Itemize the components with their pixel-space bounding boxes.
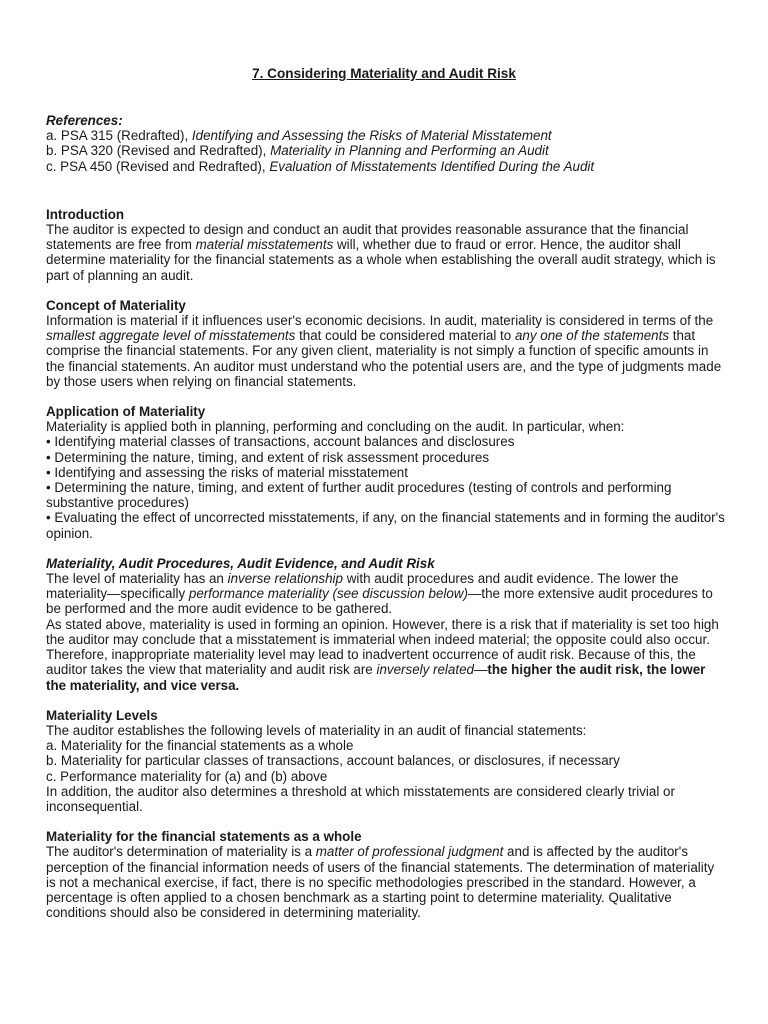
paragraph: The auditor's determination of materiality is a matter of professional judgment and is affected by the auditor's perception of the financial information needs of users of the financial statements. The determination of materiality is not a mechanical exercise, if fact, there is no specific methodologies prescribed in the standard. However, a percentage is often applied to a chosen benchmark as a starting point to determine materiality. Qualitative conditions should also be considered in determining materiality. (46, 844, 715, 921)
document-body (46, 113, 726, 920)
paragraph: The auditor is expected to design and conduct an audit that provides reasonable assurance that the financial statements are free from material misstatements will, whether due to fraud or error. Hence, the auditor shall determine materiality for the financial statements as a whole when establishing the overall audit strategy, which is part of planning an audit. (46, 222, 716, 283)
procedures-section (46, 556, 726, 693)
reference-item: a. PSA 315 (Redrafted), Identifying and Assessing the Risks of Material Misstatement (46, 128, 552, 144)
list-item: • Determining the nature, timing, and extent of risk assessment procedures (46, 449, 490, 465)
paragraph: As stated above, materiality is used in forming an opinion. However, there is a risk that if materiality is set too high the auditor may conclude that a misstatement is immaterial when indeed material; the opposite could also occur. Therefore, inappropriate materiality level may lead to inadvertent occurrence of audit risk. Because of this, the auditor takes the view that materiality and audit risk are inversely related—the higher the audit risk, the lower the materiality, and vice versa. (46, 616, 719, 693)
levels-section (46, 708, 726, 814)
list-item: • Evaluating the effect of uncorrected misstatements, if any, on the financial statements and in forming the auditor's opinion. (46, 510, 725, 541)
list-item: a. Materiality for the financial statements as a whole (46, 738, 354, 754)
reference-item: c. PSA 450 (Revised and Redrafted), Evaluation of Misstatements Identified During the Audit (46, 158, 595, 174)
references-section (46, 113, 726, 174)
list-item: c. Performance materiality for (a) and (b) above (46, 768, 328, 784)
page-title: 7. Considering Materiality and Audit Risk (252, 66, 516, 81)
section-heading: Application of Materiality (46, 404, 206, 420)
section-heading: Introduction (46, 206, 125, 222)
application-section (46, 404, 726, 541)
introduction-section (46, 207, 726, 283)
paragraph: The auditor establishes the following levels of materiality in an audit of financial statements: (46, 722, 587, 738)
section-heading: Materiality Levels (46, 707, 158, 723)
section-heading: Materiality, Audit Procedures, Audit Evidence, and Audit Risk (46, 555, 435, 571)
concept-section (46, 298, 726, 389)
list-item: • Identifying material classes of transactions, account balances and disclosures (46, 434, 515, 450)
paragraph: In addition, the auditor also determines a threshold at which misstatements are considered clearly trivial or inconsequential. (46, 783, 675, 814)
paragraph: Information is material if it influences user's economic decisions. In audit, materiality is considered in terms of the smallest aggregate level of misstatements that could be considered material to any one of the statements that comprise the financial statements. For any given client, materiality is not simply a function of specific amounts in the financial statements. An auditor must understand who the potential users are, and the type of judgments made by those users when relying on financial statements. (46, 313, 722, 389)
list-item: • Determining the nature, timing, and extent of further audit procedures (testing of controls and performing substantive procedures) (46, 480, 672, 511)
paragraph: Materiality is applied both in planning, performing and concluding on the audit. In particular, when: (46, 419, 625, 435)
section-heading: Concept of Materiality (46, 297, 186, 313)
paragraph: The level of materiality has an inverse relationship with audit procedures and audit evidence. The lower the materiality—specifically performance materiality (see discussion below)—the more extensive audit procedures to be performed and the more audit evidence to be gathered. (46, 571, 713, 617)
whole-section (46, 829, 726, 920)
reference-item: b. PSA 320 (Revised and Redrafted), Materiality in Planning and Performing an Audit (46, 143, 549, 159)
references-heading: References: (46, 113, 123, 128)
section-heading: Materiality for the financial statements as a whole (46, 829, 362, 845)
list-item: • Identifying and assessing the risks of material misstatement (46, 464, 408, 480)
list-item: b. Materiality for particular classes of transactions, account balances, or disclosures, if necessary (46, 753, 620, 769)
